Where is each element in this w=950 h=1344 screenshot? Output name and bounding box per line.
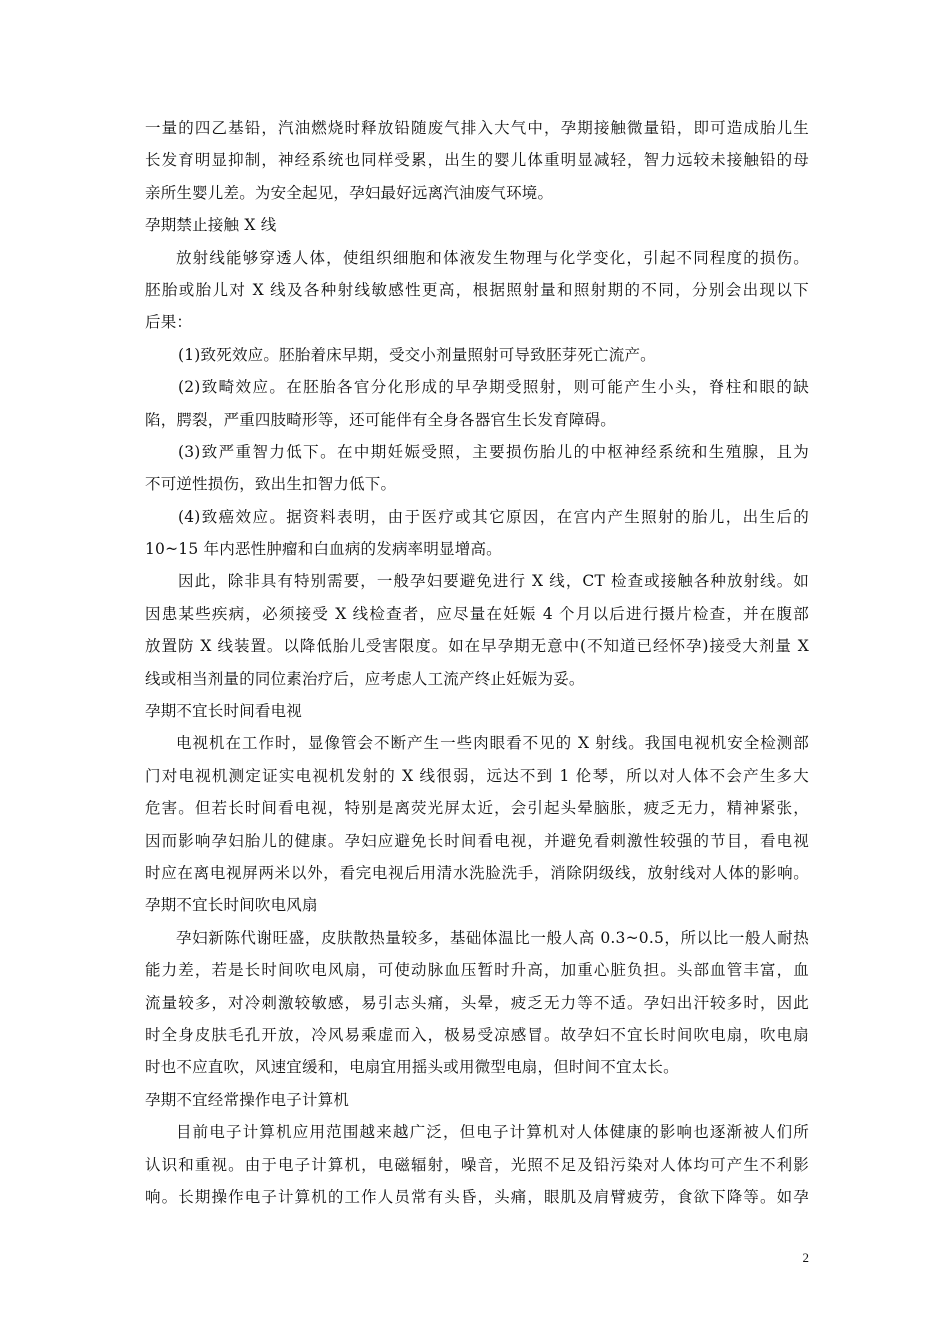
text-line: 认识和重视。由于电子计算机，电磁辐射，噪音，光照不足及铅污染对人体均可产生不利影 bbox=[145, 1155, 809, 1174]
text-line: 时应在离电视屏两米以外，看完电视后用清水洗脸洗手，消除阴级线，放射线对人体的影响。 bbox=[145, 863, 809, 882]
text-line: 放射线能够穿透人体，使组织细胞和体液发生物理与化学变化，引起不同程度的损伤。 bbox=[176, 248, 809, 267]
text-line: 目前电子计算机应用范围越来越广泛，但电子计算机对人体健康的影响也逐渐被人们所 bbox=[176, 1123, 809, 1142]
page-number: 2 bbox=[802, 1250, 809, 1265]
text-line: 一量的四乙基铅，汽油燃烧时释放铅随废气排入大气中，孕期接触微量铅，即可造成胎儿生 bbox=[145, 119, 809, 137]
text-line: 亲所生婴儿差。为安全起见，孕妇最好远离汽油废气环境。 bbox=[145, 183, 554, 202]
text-line: (2)致畸效应。在胚胎各官分化形成的早孕期受照射，则可能产生小头，脊柱和眼的缺 bbox=[178, 378, 809, 397]
text-line: (3)致严重智力低下。在中期妊娠受照，主要损伤胎儿的中枢神经系统和生殖腺，且为 bbox=[178, 442, 809, 461]
text-line: (1)致死效应。胚胎着床早期，受交小剂量照射可导致胚芽死亡流产。 bbox=[178, 345, 656, 364]
text-line: 响。长期操作电子计算机的工作人员常有头昏，头痛，眼肌及肩臂疲劳，食欲下降等。如孕 bbox=[145, 1187, 809, 1206]
text-line: 10~15 年内恶性肿瘤和白血病的发病率明显增高。 bbox=[145, 540, 502, 559]
text-line: 线或相当剂量的同位素治疗后，应考虑人工流产终止妊娠为妥。 bbox=[145, 669, 585, 688]
text-line: 时也不应直吹，风速宜缓和，电扇宜用摇头或用微型电扇，但时间不宜太长。 bbox=[145, 1058, 679, 1077]
section-heading: 孕期不宜长时间看电视 bbox=[145, 702, 303, 721]
text-line: 孕妇新陈代谢旺盛，皮肤散热量较多，基础体温比一般人高 0.3~0.5，所以比一般人耐热 bbox=[176, 928, 809, 947]
text-line: 放置防 X 线装置。以降低胎儿受害限度。如在早孕期无意中(不知道已经怀孕)接受大剂量 X bbox=[145, 637, 809, 656]
text-line: 电视机在工作时，显像管会不断产生一些肉眼看不见的 X 射线。我国电视机安全检测部 bbox=[176, 734, 809, 753]
text-line: 因而影响孕妇胎儿的健康。孕妇应避免长时间看电视，并避免看刺激性较强的节目，看电视 bbox=[145, 831, 809, 850]
text-line: 因此，除非具有特别需要，一般孕妇要避免进行 X 线，CT 检查或接触各种放射线。如 bbox=[178, 572, 809, 591]
text-line: (4)致癌效应。据资料表明，由于医疗或其它原因，在宫内产生照射的胎儿，出生后的 bbox=[178, 507, 809, 526]
page-body bbox=[145, 112, 809, 1213]
text-line: 危害。但若长时间看电视，特别是离荧光屏太近，会引起头晕脑胀，疲乏无力，精神紧张， bbox=[145, 799, 809, 818]
text-line: 不可逆性损伤，致出生扣智力低下。 bbox=[145, 475, 397, 494]
text-line: 长发育明显抑制，神经系统也同样受累，出生的婴儿体重明显减轻，智力远较未接触铅的母 bbox=[145, 151, 809, 170]
text-line: 能力差，若是长时间吹电风扇，可使动脉血压暂时升高，加重心脏负担。头部血管丰富，血 bbox=[145, 961, 809, 980]
section-heading: 孕期不宜经常操作电子计算机 bbox=[145, 1090, 350, 1109]
text-line: 时全身皮肤毛孔开放，冷风易乘虚而入，极易受凉感冒。故孕妇不宜长时间吹电扇，吹电扇 bbox=[145, 1025, 809, 1044]
text-line: 胚胎或胎儿对 X 线及各种射线敏感性更高，根据照射量和照射期的不同，分别会出现以下 bbox=[145, 280, 809, 299]
section-heading: 孕期禁止接触 X 线 bbox=[145, 216, 277, 235]
text-line: 流量较多，对冷刺激较敏感，易引志头痛，头晕，疲乏无力等不适。孕妇出汗较多时，因此 bbox=[145, 993, 809, 1012]
section-heading: 孕期不宜长时间吹电风扇 bbox=[145, 896, 318, 915]
text-line: 陷，腭裂，严重四肢畸形等，还可能伴有全身各器官生长发育障碍。 bbox=[145, 410, 617, 429]
text-line: 因患某些疾病，必须接受 X 线检查者，应尽量在妊娠 4 个月以后进行摄片检查，并在腹部 bbox=[145, 604, 809, 623]
text-line: 后果： bbox=[145, 313, 193, 332]
text-line: 门对电视机测定证实电视机发射的 X 线很弱，远达不到 1 伦琴，所以对人体不会产生多大 bbox=[145, 766, 809, 785]
